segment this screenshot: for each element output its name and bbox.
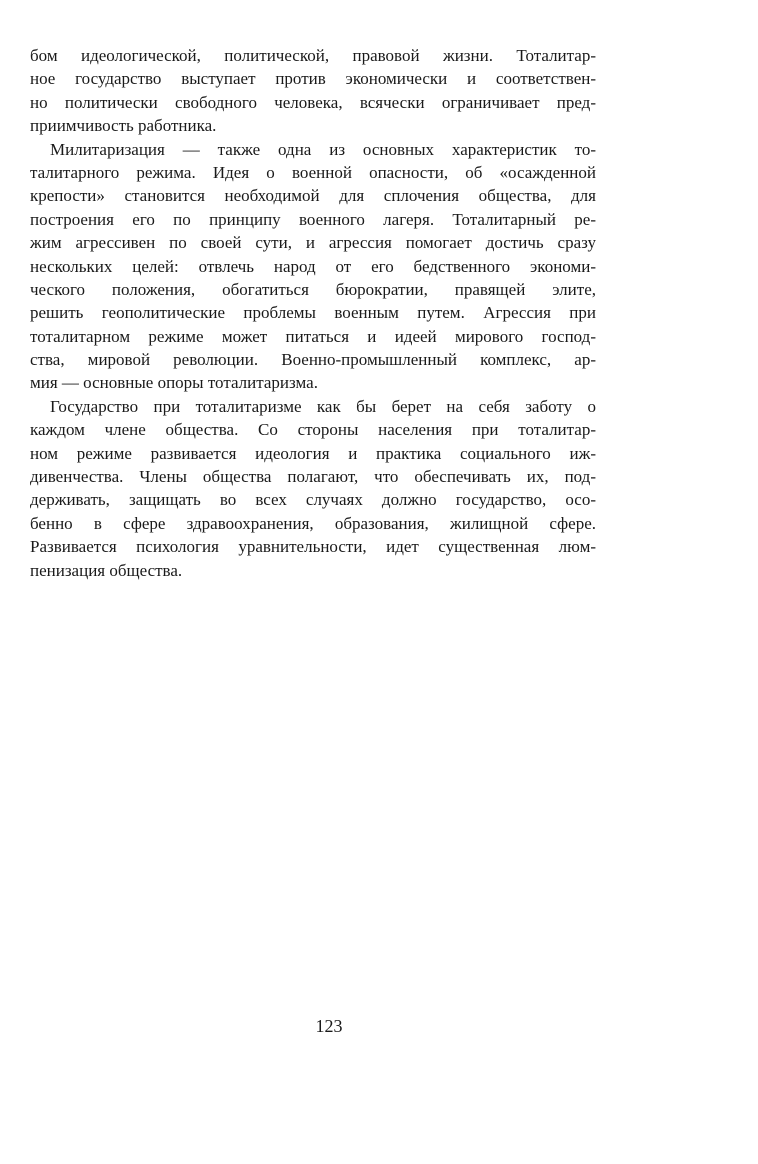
text-line: Развивается психология уравнительности, идет существенная люм-	[30, 537, 596, 557]
body-text	[30, 44, 596, 582]
paragraph-start-line: Государство при тоталитаризме как бы берет на себя заботу о	[50, 396, 596, 416]
text-line: построения его по принципу военного лагеря. Тоталитарный ре-	[30, 209, 596, 229]
text-line: ства, мировой революции. Военно-промышленный комплекс, ар-	[30, 350, 596, 370]
text-line: нескольких целей: отвлечь народ от его бедственного экономи-	[30, 256, 596, 276]
text-line: каждом члене общества. Со стороны населения при тоталитар-	[30, 420, 596, 440]
text-line: бенно в сфере здравоохранения, образования, жилищной сфере.	[30, 513, 596, 533]
text-line: талитарного режима. Идея о военной опасности, об «осажденной	[30, 162, 596, 182]
text-line: бом идеологической, политической, правовой жизни. Тоталитар-	[30, 46, 596, 65]
text-line: держивать, защищать во всех случаях должно государство, осо-	[30, 490, 596, 510]
text-line: решить геополитические проблемы военным путем. Агрессия при	[30, 303, 596, 323]
text-line: тоталитарном режиме может питаться и идеей мирового господ-	[30, 326, 596, 346]
text-line: пенизация общества.	[30, 560, 183, 580]
text-line: приимчивость работника.	[30, 116, 217, 136]
text-line: жим агрессивен по своей сути, и агрессия помогает достичь сразу	[30, 233, 596, 253]
text-line: ном режиме развивается идеология и практика социального иж-	[30, 443, 596, 463]
text-line: ческого положения, обогатиться бюрократии, правящей элите,	[30, 279, 596, 299]
text-line: мия — основные опоры тоталитаризма.	[30, 373, 318, 393]
text-line: но политически свободного человека, всячески ограничивает пред-	[30, 92, 596, 112]
text-line: ное государство выступает против экономически и соответствен-	[30, 69, 596, 89]
paragraph-start-line: Милитаризация — также одна из основных характеристик то-	[50, 139, 596, 159]
text-line: дивенчества. Члены общества полагают, что обеспечивать их, под-	[30, 467, 596, 487]
page-number: 123	[315, 1016, 343, 1036]
text-line: крепости» становится необходимой для сплочения общества, для	[30, 186, 596, 206]
